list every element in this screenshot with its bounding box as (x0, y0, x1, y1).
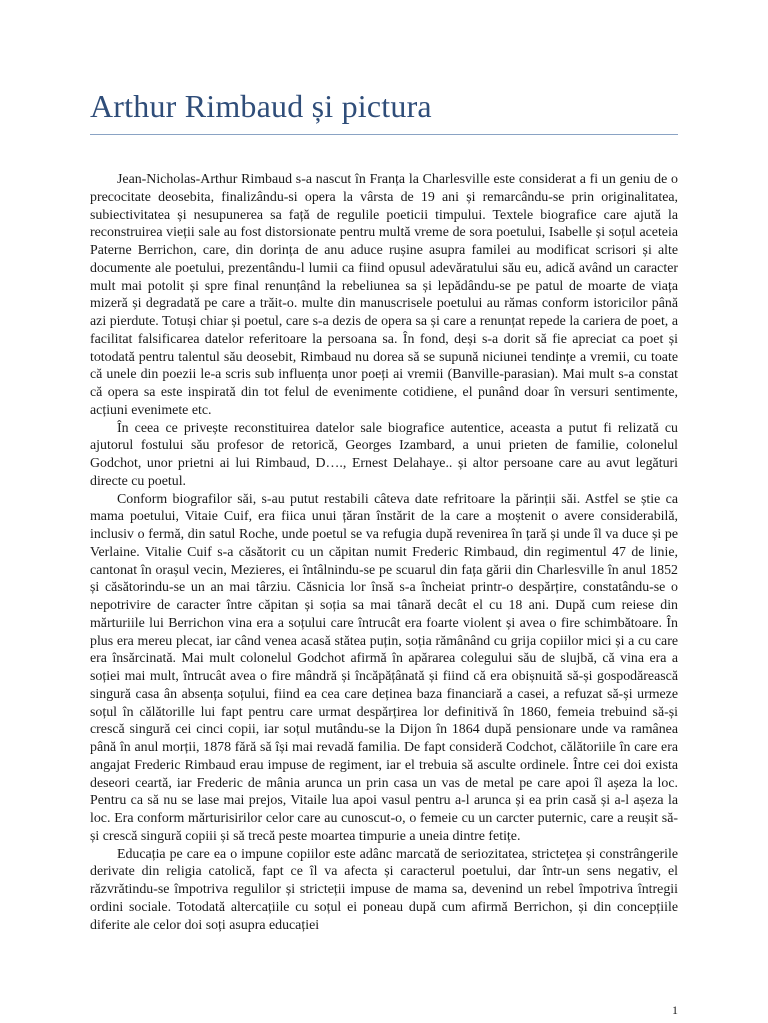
page-number: 1 (672, 1003, 678, 1017)
document-body (90, 171, 678, 934)
paragraph: Educația pe care ea o impune copiilor este adânc marcată de seriozitatea, strictețea și constrângerile derivate din religia catolică, fapt ce îl va afecta și caracterul poetului, dar într-un sens negativ, el răzvrătindu-se împotriva regulilor și stricteții impuse de mama sa, devenind un rebel împotriva întregii ordini sociale. Totodată altercațiile cu soțul ei poneau după cum afirmă Berrichon, și din concepțiile diferite ale celor doi soți asupra educației (90, 846, 678, 933)
paragraph: Conform biografilor săi, s-au putut restabili câteva date refritoare la părinții săi. Astfel se știe ca mama poetului, Vitaie Cuif, era fiica unui țăran înstărit de la care a moștenit o avere considerabilă, inclusiv o fermă, din satul Roche, unde poetul se va refugia după revenirea în țară și unde îl va duce și pe Verlaine. Vitalie Cuif s-a căsătorit cu un căpitan numit Frederic Rimbaud, din regimentul 47 de linie, cantonat în orașul vecin, Mezieres, ei întâlnindu-se pe scuarul din fața gării din Charlesville în anul 1852 și căsătorindu-se un an mai târziu. Căsnicia lor însă s-a încheiat printr-o despărțire, constatându-se o nepotrivire de caracter între căpitan și soția sa mai tânară decât el cu 18 ani. După cum reiese din mărturiile lui Berrichon vina era a soțului care întrucât era foarte violent și avea o fire schimbătoare. În plus era mereu plecat, iar când venea acasă stătea puțin, soția rămânând cu grija copiilor mici și a cu care era însărcinată. Mai mult colonelul Godchot afirmă în apărarea colegului său de slujbă, că vina era a soției mai mult, întrucât avea o fire mândră și încăpățânată și fiind că era obișnuită să-și gospodărească singură casa ân absența soțului, fiind ea cea care deținea baza financiară a casei, a refuzat să-și urmeze soțul în călătorille lui fapt pentru care urmat despărțirea lor definitivă în 1860, femeia trebuind să-și crescă singură cei cinci copii, iar soțul mutându-se la Dijon în 1864 după pensionare unde va ramânea până în anul morții, 1878 fără să își mai revadă familia. De fapt consideră Codchot, călătoriile în care era angajat Frederic Rimbaud erau impuse de regiment, iar el trebuia să asculte ordinele. Între cei doi exista deseori ceartă, iar Frederic de mânia arunca un prin casa un vas de metal pe care apoi îl așeza la loc. Pentru ca să nu se lase mai prejos, Vitaile lua apoi vasul pentru a-l arunca și ea prin casă și a-l așeza la loc. Era conform mărturisirilor celor care au cunoscut-o, o femeie cu un carcter puternic, care a reușit să-și crescă singură copiii și să trecă peste moartea timpurie a uneia dintre fetițe. (90, 491, 678, 844)
page-title: Arthur Rimbaud și pictura (90, 88, 432, 124)
paragraph: Jean-Nicholas-Arthur Rimbaud s-a nascut în Franța la Charlesville este considerat a fi un geniu de o precocitate deosebita, finalizându-si opera la vârsta de 19 ani și remarcându-se prin originalitatea, subiectivitatea și nesupunerea sa față de regulile poeticii timpului. Textele biografice care ajută la reconstruirea vieții sale au fost distorsionate pentru multă vreme de sora poetului, Isabelle și soțul aceteia Paterne Berrichon, care, din dorința de anu aduce rușine asupra familei au modificat scrisori și alte documente ale poetului, prezentându-l lumii ca fiind opusul adevăratului său eu, adică având un caracter mult mai potolit și spre final renunțând la rebeliunea sa și lepădându-se pe patul de moarte de viața mizeră și degradată pe care a trăit-o. multe din manuscrisele poetului au rămas conform istoricilor până azi pierdute. Totuși chiar și poetul, care s-a dezis de opera sa și care a renunțat repede la cariera de poet, a facilitat falsificarea datelor referitoare la persoana sa. În fond, deși s-a dorit să fie apreciat ca poet și totodată pentru talentul său deosebit, Rimbaud nu dorea să se supună niciunei tendințe a vremii, cu toate că unele din poezii le-a scris sub influența unor poeți ai vremii (Banville-parasian). Mai mult s-a constat că opera sa este inspirată din tot felul de evenimente cotidiene, el punând doar în versuri sentimente, acțiuni evenimete etc. (90, 172, 678, 418)
paragraph: În ceea ce privește reconstituirea datelor sale biografice autentice, aceasta a putut fi relizată cu ajutorul fostului său profesor de retorică, Georges Izambard, a unui prieten de familie, colonelul Godchot, unor prietni ai lui Rimbaud, D…., Ernest Delahaye.. și altor persoane care au avut legături directe cu poetul. (90, 420, 678, 489)
title-divider (90, 134, 678, 135)
